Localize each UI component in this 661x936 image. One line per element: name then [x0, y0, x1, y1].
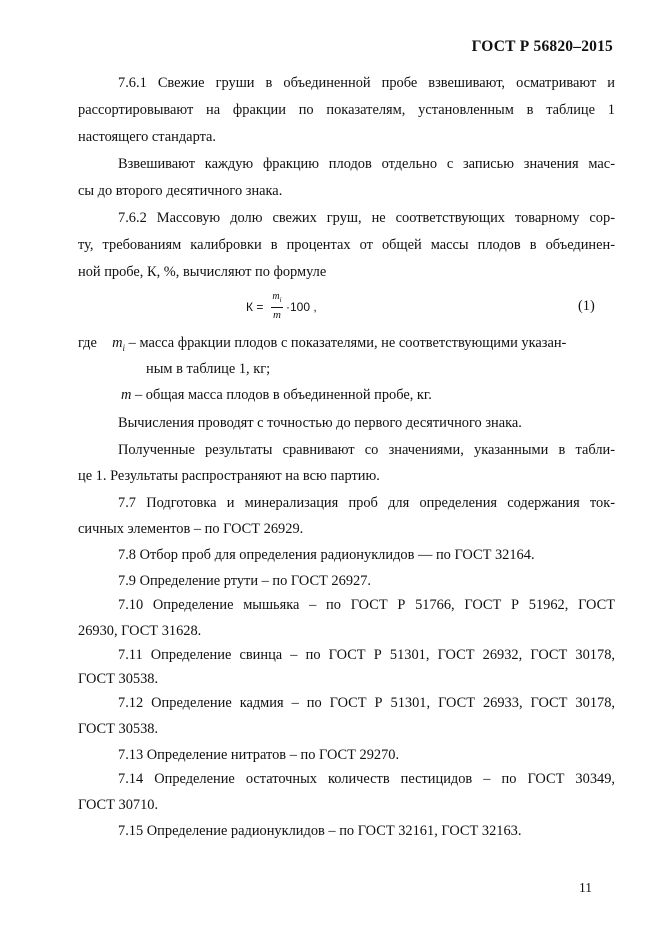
text-line: 7.13 Определение нитратов – по ГОСТ 29270. — [118, 747, 400, 763]
text-line: ту, требованиям калибровки в процентах от общей массы плодов в объединен- — [78, 237, 615, 253]
text-line: Вычисления проводят с точностью до первого десятичного знака. — [118, 415, 522, 431]
page-number: 11 — [579, 880, 592, 895]
text-line: 7.6.2 Массовую долю свежих груш, не соответствующих товарному сор- — [118, 210, 615, 226]
text-line: 26930, ГОСТ 31628. — [78, 623, 202, 639]
where-line-3 — [121, 386, 615, 404]
text-line: ГОСТ 30538. — [78, 721, 159, 737]
formula-numerator: $m_i$ — [272, 291, 282, 304]
text-line: 7.6.1 Свежие груши в объединенной пробе взвешивают, осматривают и — [118, 75, 615, 91]
formula-denominator: m — [273, 309, 281, 321]
text-line: 7.9 Определение ртути – по ГОСТ 26927. — [118, 573, 372, 589]
text-line: сичных элементов – по ГОСТ 26929. — [78, 521, 304, 537]
where-line-1 — [78, 334, 615, 357]
text-line: сы до второго десятичного знака. — [78, 183, 283, 199]
text-line: ГОСТ 30710. — [78, 797, 159, 813]
formula-fraction — [271, 291, 283, 321]
document-code-header: ГОСТ Р 56820–2015 — [471, 38, 613, 55]
text-line: 7.15 Определение радионуклидов – по ГОСТ 32161, ГОСТ 32163. — [118, 823, 522, 839]
equation-number: (1) — [578, 298, 595, 314]
variable-mi: $m_i$ — [112, 335, 126, 353]
formula-rest: ·100 , — [286, 300, 317, 314]
text-line: Взвешивают каждую фракцию плодов отдельно с записью значения мас- — [118, 156, 615, 172]
text-line: 7.14 Определение остаточных количеств пестицидов – по ГОСТ 30349, — [118, 771, 615, 787]
variable-m: m — [121, 387, 132, 403]
text-line: ной пробе, К, %, вычисляют по формуле — [78, 264, 327, 280]
text-line: 7.12 Определение кадмия – по ГОСТ Р 51301, ГОСТ 26933, ГОСТ 30178, — [118, 695, 615, 711]
fraction-bar — [271, 307, 283, 308]
text-line: 7.7 Подготовка и минерализация проб для определения содержания ток- — [118, 495, 615, 511]
text-line: настоящего стандарта. — [78, 129, 217, 145]
text-line: ГОСТ 30538. — [78, 671, 159, 687]
text-line: 7.10 Определение мышьяка – по ГОСТ Р 51766, ГОСТ Р 51962, ГОСТ — [118, 597, 615, 613]
variable-mi-description: – масса фракции плодов с показателями, не соответствующими указан- — [128, 335, 567, 351]
text-line: 7.11 Определение свинца – по ГОСТ Р 51301, ГОСТ 26932, ГОСТ 30178, — [118, 647, 615, 663]
formula-lhs: К = — [246, 300, 264, 314]
text-line: Полученные результаты сравнивают со значениями, указанными в табли- — [118, 442, 615, 458]
where-prefix: где — [78, 335, 97, 351]
where-line-2: ным в таблице 1, кг; — [146, 361, 271, 377]
text-line: це 1. Результаты распространяют на всю партию. — [78, 468, 380, 484]
text-line: рассортировывают на фракции по показателям, установленным в таблице 1 — [78, 102, 615, 118]
text-line: 7.8 Отбор проб для определения радионуклидов — по ГОСТ 32164. — [118, 547, 535, 563]
variable-m-description: – общая масса плодов в объединенной пробе, кг. — [135, 387, 432, 403]
